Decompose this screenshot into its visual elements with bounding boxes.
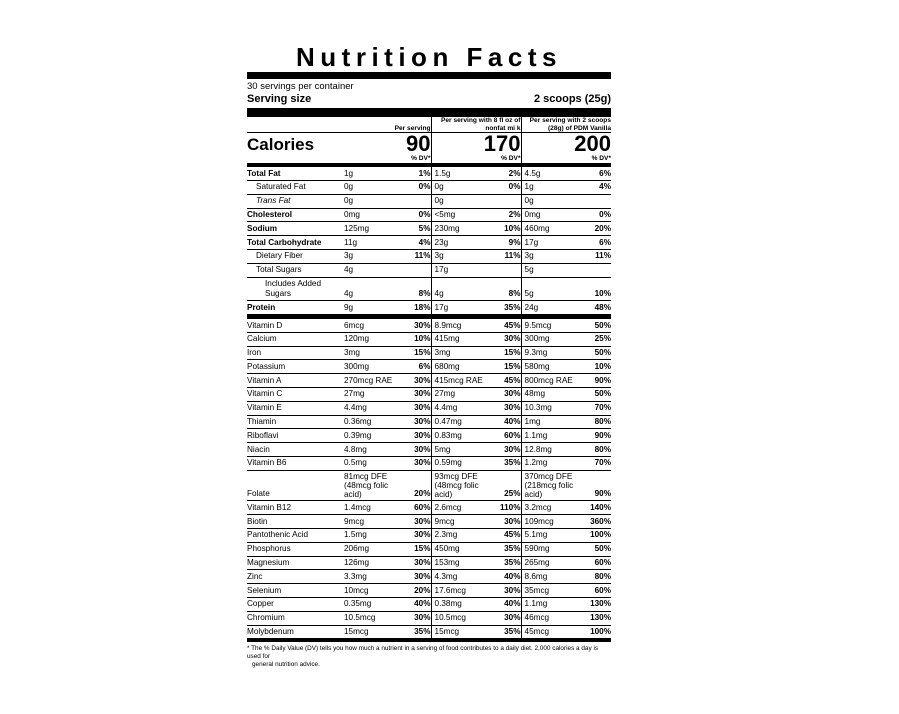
nutrient-name: Sodium bbox=[247, 222, 341, 236]
nutrient-dv-3: 360% bbox=[587, 515, 611, 529]
daily-value-header-row bbox=[247, 155, 611, 165]
nutrient-value-3: 3.2mcg bbox=[521, 501, 587, 515]
nutrient-dv-2: 45% bbox=[497, 317, 521, 333]
nutrient-dv-3: 130% bbox=[587, 597, 611, 611]
nutrient-value-2: 3g bbox=[431, 249, 497, 263]
nutrient-dv-1: 30% bbox=[407, 529, 431, 543]
nutrient-value-1: 9g bbox=[341, 301, 407, 317]
nutrient-name: Includes Added Sugars bbox=[247, 277, 341, 301]
nutrient-value-2: 0g bbox=[431, 194, 497, 208]
nutrient-value-2: 0.38mg bbox=[431, 597, 497, 611]
nutrient-value-1: 6mcg bbox=[341, 317, 407, 333]
nutrient-dv-3: 60% bbox=[587, 584, 611, 598]
nutrient-dv-1: 30% bbox=[407, 443, 431, 457]
table-row bbox=[247, 346, 611, 360]
nutrient-dv-3: 50% bbox=[587, 388, 611, 402]
nutrient-value-1: 1.5mg bbox=[341, 529, 407, 543]
nutrient-dv-3: 90% bbox=[587, 470, 611, 501]
nutrient-dv-2: 30% bbox=[497, 401, 521, 415]
nutrient-dv-3: 70% bbox=[587, 456, 611, 470]
nutrient-value-3: 45mcg bbox=[521, 625, 587, 638]
nutrient-value-1: 300mg bbox=[341, 360, 407, 374]
nutrient-dv-3: 11% bbox=[587, 249, 611, 263]
table-row bbox=[247, 194, 611, 208]
nutrient-value-1: 11g bbox=[341, 236, 407, 250]
nutrient-dv-3: 100% bbox=[587, 529, 611, 543]
nutrient-dv-2: 30% bbox=[497, 332, 521, 346]
calories-value-3: 200 bbox=[521, 133, 611, 156]
nutrient-name: Vitamin B6 bbox=[247, 456, 341, 470]
nutrient-value-2: <5mg bbox=[431, 208, 497, 222]
nutrient-value-3: 48mg bbox=[521, 388, 587, 402]
nutrient-value-2: 27mg bbox=[431, 388, 497, 402]
nutrient-name: Total Fat bbox=[247, 165, 341, 180]
nutrient-value-3: 1.2mg bbox=[521, 456, 587, 470]
nutrient-value-3: 10.3mg bbox=[521, 401, 587, 415]
nutrient-value-3: 8.6mg bbox=[521, 570, 587, 584]
nutrient-dv-3: 4% bbox=[587, 181, 611, 195]
table-row bbox=[247, 470, 611, 501]
nutrient-value-2: 5mg bbox=[431, 443, 497, 457]
nutrient-dv-3: 80% bbox=[587, 570, 611, 584]
table-row bbox=[247, 374, 611, 388]
nutrient-name: Biotin bbox=[247, 515, 341, 529]
nutrient-dv-2: 60% bbox=[497, 429, 521, 443]
nutrient-dv-3: 50% bbox=[587, 346, 611, 360]
nutrient-dv-1: 8% bbox=[407, 277, 431, 301]
nutrient-value-1: 0g bbox=[341, 194, 407, 208]
nutrient-dv-3 bbox=[587, 263, 611, 277]
nutrient-value-2: 680mg bbox=[431, 360, 497, 374]
nutrient-value-1: 206mg bbox=[341, 542, 407, 556]
table-row bbox=[247, 301, 611, 317]
table-row bbox=[247, 456, 611, 470]
table-row bbox=[247, 625, 611, 638]
nutrient-value-1: 9mcg bbox=[341, 515, 407, 529]
serving-size-row bbox=[247, 93, 611, 117]
nutrient-dv-1: 30% bbox=[407, 401, 431, 415]
table-row bbox=[247, 529, 611, 543]
nutrient-dv-2: 30% bbox=[497, 388, 521, 402]
nutrient-dv-3: 25% bbox=[587, 332, 611, 346]
table-row bbox=[247, 515, 611, 529]
nutrient-dv-3: 0% bbox=[587, 208, 611, 222]
nutrient-value-2: 17g bbox=[431, 301, 497, 317]
nutrient-value-2: 4g bbox=[431, 277, 497, 301]
nutrient-value-2: 415mg bbox=[431, 332, 497, 346]
nutrient-dv-2: 40% bbox=[497, 415, 521, 429]
nutrient-dv-3: 80% bbox=[587, 443, 611, 457]
nutrient-name: Vitamin C bbox=[247, 388, 341, 402]
table-row bbox=[247, 597, 611, 611]
nutrient-value-2: 8.9mcg bbox=[431, 317, 497, 333]
nutrition-facts-panel bbox=[247, 44, 611, 669]
nutrient-dv-2: 40% bbox=[497, 597, 521, 611]
nutrient-value-3: 5g bbox=[521, 263, 587, 277]
nutrient-value-3: 370mcg DFE (218mcg folic acid) bbox=[521, 470, 587, 501]
nutrient-value-1: 3.3mg bbox=[341, 570, 407, 584]
table-row bbox=[247, 222, 611, 236]
nutrient-dv-2: 25% bbox=[497, 470, 521, 501]
nutrient-value-3: 1.1mg bbox=[521, 597, 587, 611]
nutrient-dv-2: 40% bbox=[497, 570, 521, 584]
nutrient-dv-1: 30% bbox=[407, 374, 431, 388]
nutrient-name: Vitamin D bbox=[247, 317, 341, 333]
nutrient-value-3: 9.3mg bbox=[521, 346, 587, 360]
nutrient-name: Total Sugars bbox=[247, 263, 341, 277]
table-row bbox=[247, 401, 611, 415]
footnote-line-2: general nutrition advice. bbox=[252, 661, 320, 669]
nutrient-value-2: 15mcg bbox=[431, 625, 497, 638]
nutrient-dv-1: 20% bbox=[407, 470, 431, 501]
table-row bbox=[247, 443, 611, 457]
nutrient-dv-1: 60% bbox=[407, 501, 431, 515]
nutrient-value-2: 23g bbox=[431, 236, 497, 250]
table-row bbox=[247, 181, 611, 195]
calories-value-1: 90 bbox=[341, 133, 431, 156]
nutrient-dv-3: 80% bbox=[587, 415, 611, 429]
nutrient-dv-1: 10% bbox=[407, 332, 431, 346]
nutrient-dv-2: 45% bbox=[497, 374, 521, 388]
nutrient-dv-2: 0% bbox=[497, 181, 521, 195]
nutrient-value-1: 3mg bbox=[341, 346, 407, 360]
calories-value-2: 170 bbox=[431, 133, 521, 156]
nutrient-name: Calcium bbox=[247, 332, 341, 346]
table-row bbox=[247, 165, 611, 180]
nutrient-value-2: 0g bbox=[431, 181, 497, 195]
nutrient-dv-3: 90% bbox=[587, 374, 611, 388]
nutrient-value-1: 3g bbox=[341, 249, 407, 263]
table-row bbox=[247, 360, 611, 374]
nutrient-dv-2 bbox=[497, 263, 521, 277]
nutrient-name: Folate bbox=[247, 470, 341, 501]
nutrient-value-1: 15mcg bbox=[341, 625, 407, 638]
nutrient-value-2: 9mcg bbox=[431, 515, 497, 529]
nutrient-value-3: 265mg bbox=[521, 556, 587, 570]
nutrient-dv-2: 35% bbox=[497, 556, 521, 570]
nutrient-dv-2: 35% bbox=[497, 542, 521, 556]
nutrient-name: Total Carbohydrate bbox=[247, 236, 341, 250]
calories-row bbox=[247, 133, 611, 156]
table-row bbox=[247, 611, 611, 625]
nutrient-value-3: 12.8mg bbox=[521, 443, 587, 457]
table-row bbox=[247, 332, 611, 346]
table-row bbox=[247, 317, 611, 333]
nutrient-dv-3: 100% bbox=[587, 625, 611, 638]
nutrient-dv-1: 15% bbox=[407, 346, 431, 360]
nutrient-name: Saturated Fat bbox=[247, 181, 341, 195]
nutrient-value-1: 0.35mg bbox=[341, 597, 407, 611]
nutrient-value-1: 81mcg DFE (48mcg folic acid) bbox=[341, 470, 407, 501]
serving-size-value: 2 scoops (25g) bbox=[533, 93, 611, 106]
nutrient-value-1: 0g bbox=[341, 181, 407, 195]
nutrient-value-3: 800mcg RAE bbox=[521, 374, 587, 388]
nutrient-name bbox=[247, 194, 341, 208]
nutrient-dv-2: 110% bbox=[497, 501, 521, 515]
nutrient-name-italic: Trans Fat bbox=[256, 196, 291, 206]
servings-per-container: 30 servings per container bbox=[247, 81, 354, 93]
nutrient-name: Magnesium bbox=[247, 556, 341, 570]
nutrient-dv-1: 1% bbox=[407, 165, 431, 180]
nutrient-value-1: 1g bbox=[341, 165, 407, 180]
column-header-3: Per serving with 2 scoops (28g) of PDM Vanilla bbox=[521, 117, 611, 133]
dv-header-spacer bbox=[247, 155, 341, 165]
nutrient-value-3: 4.5g bbox=[521, 165, 587, 180]
nutrient-dv-3: 6% bbox=[587, 236, 611, 250]
nutrient-dv-1: 0% bbox=[407, 181, 431, 195]
nutrient-dv-2: 30% bbox=[497, 443, 521, 457]
nutrient-dv-2: 30% bbox=[497, 584, 521, 598]
nutrient-value-3: 3g bbox=[521, 249, 587, 263]
nutrient-dv-3: 10% bbox=[587, 277, 611, 301]
nutrient-value-2: 153mg bbox=[431, 556, 497, 570]
nutrient-dv-2: 8% bbox=[497, 277, 521, 301]
nutrient-dv-3: 20% bbox=[587, 222, 611, 236]
nutrient-value-3: 0g bbox=[521, 194, 587, 208]
nutrient-value-2: 3mg bbox=[431, 346, 497, 360]
nutrient-dv-1 bbox=[407, 194, 431, 208]
nutrient-value-2: 0.59mg bbox=[431, 456, 497, 470]
nutrient-dv-1: 30% bbox=[407, 429, 431, 443]
nutrient-value-2: 4.4mg bbox=[431, 401, 497, 415]
nutrient-value-3: 109mcg bbox=[521, 515, 587, 529]
nutrient-dv-1: 30% bbox=[407, 317, 431, 333]
nutrient-dv-1: 30% bbox=[407, 570, 431, 584]
nutrient-rows bbox=[247, 165, 611, 638]
table-row bbox=[247, 429, 611, 443]
nutrient-dv-2: 2% bbox=[497, 208, 521, 222]
nutrient-value-3: 35mcg bbox=[521, 584, 587, 598]
nutrient-dv-2: 30% bbox=[497, 611, 521, 625]
table-row bbox=[247, 542, 611, 556]
nutrient-dv-3: 70% bbox=[587, 401, 611, 415]
nutrient-value-3: 460mg bbox=[521, 222, 587, 236]
table-row bbox=[247, 415, 611, 429]
nutrient-name: Dietary Fiber bbox=[247, 249, 341, 263]
nutrient-dv-2: 10% bbox=[497, 222, 521, 236]
nutrient-dv-2: 15% bbox=[497, 360, 521, 374]
nutrient-value-3: 46mcg bbox=[521, 611, 587, 625]
nutrient-value-1: 0.39mg bbox=[341, 429, 407, 443]
table-row bbox=[247, 570, 611, 584]
nutrient-dv-1 bbox=[407, 263, 431, 277]
nutrient-dv-1: 35% bbox=[407, 625, 431, 638]
nutrient-value-1: 27mg bbox=[341, 388, 407, 402]
nutrient-dv-1: 6% bbox=[407, 360, 431, 374]
nutrient-dv-2: 35% bbox=[497, 625, 521, 638]
nutrient-dv-1: 30% bbox=[407, 388, 431, 402]
nutrient-value-2: 230mg bbox=[431, 222, 497, 236]
nutrient-dv-1: 18% bbox=[407, 301, 431, 317]
nutrient-dv-2: 45% bbox=[497, 529, 521, 543]
nutrient-dv-1: 0% bbox=[407, 208, 431, 222]
nutrient-value-1: 270mcg RAE bbox=[341, 374, 407, 388]
column-header-2: Per serving with 8 fl oz of nonfat mi k bbox=[431, 117, 521, 133]
nutrient-name: Pantothenic Acid bbox=[247, 529, 341, 543]
nutrient-value-1: 126mg bbox=[341, 556, 407, 570]
nutrient-dv-2: 30% bbox=[497, 515, 521, 529]
nutrient-value-3: 9.5mcg bbox=[521, 317, 587, 333]
nutrient-name: Thiamin bbox=[247, 415, 341, 429]
nutrient-name: Iron bbox=[247, 346, 341, 360]
nutrient-name: Zinc bbox=[247, 570, 341, 584]
nutrition-table bbox=[247, 117, 611, 638]
nutrient-name: Vitamin E bbox=[247, 401, 341, 415]
nutrient-dv-3: 140% bbox=[587, 501, 611, 515]
nutrient-value-2: 17.6mcg bbox=[431, 584, 497, 598]
nutrient-name: Potassium bbox=[247, 360, 341, 374]
nutrient-value-3: 300mg bbox=[521, 332, 587, 346]
footnote bbox=[247, 638, 611, 669]
nutrient-dv-2: 15% bbox=[497, 346, 521, 360]
nutrient-dv-3: 48% bbox=[587, 301, 611, 317]
nutrient-value-2: 17g bbox=[431, 263, 497, 277]
nutrient-dv-2: 35% bbox=[497, 301, 521, 317]
nutrient-dv-3: 10% bbox=[587, 360, 611, 374]
nutrient-name: Vitamin A bbox=[247, 374, 341, 388]
nutrient-value-3: 17g bbox=[521, 236, 587, 250]
table-row bbox=[247, 249, 611, 263]
dv-header-1: % DV* bbox=[341, 155, 431, 165]
table-row bbox=[247, 208, 611, 222]
nutrient-value-2: 93mcg DFE (48mcg folic acid) bbox=[431, 470, 497, 501]
nutrient-name: Chromium bbox=[247, 611, 341, 625]
nutrient-name: Niacin bbox=[247, 443, 341, 457]
nutrient-dv-2: 2% bbox=[497, 165, 521, 180]
column-header-1: Per serving bbox=[394, 124, 431, 132]
nutrient-dv-1: 30% bbox=[407, 415, 431, 429]
nutrient-value-3: 590mg bbox=[521, 542, 587, 556]
nutrient-value-2: 2.6mcg bbox=[431, 501, 497, 515]
nutrient-name: Molybdenum bbox=[247, 625, 341, 638]
nutrient-dv-1: 20% bbox=[407, 584, 431, 598]
nutrient-value-3: 1g bbox=[521, 181, 587, 195]
nutrient-value-1: 10mcg bbox=[341, 584, 407, 598]
nutrient-dv-2: 11% bbox=[497, 249, 521, 263]
nutrient-value-3: 1.1mg bbox=[521, 429, 587, 443]
table-row bbox=[247, 556, 611, 570]
nutrient-dv-1: 30% bbox=[407, 456, 431, 470]
nutrient-value-2: 2.3mg bbox=[431, 529, 497, 543]
table-row bbox=[247, 236, 611, 250]
nutrient-value-2: 415mcg RAE bbox=[431, 374, 497, 388]
table-row bbox=[247, 501, 611, 515]
nutrient-value-3: 5g bbox=[521, 277, 587, 301]
nutrient-value-3: 5.1mg bbox=[521, 529, 587, 543]
nutrient-name: Cholesterol bbox=[247, 208, 341, 222]
table-row bbox=[247, 263, 611, 277]
nutrient-dv-3: 6% bbox=[587, 165, 611, 180]
nutrient-dv-1: 30% bbox=[407, 515, 431, 529]
nutrient-value-1: 4.4mg bbox=[341, 401, 407, 415]
nutrient-value-2: 1.5g bbox=[431, 165, 497, 180]
table-row bbox=[247, 388, 611, 402]
nutrient-dv-2: 35% bbox=[497, 456, 521, 470]
nutrient-dv-3: 50% bbox=[587, 317, 611, 333]
nutrient-dv-1: 30% bbox=[407, 556, 431, 570]
nutrient-value-1: 0mg bbox=[341, 208, 407, 222]
nutrient-value-2: 4.3mg bbox=[431, 570, 497, 584]
nutrient-value-3: 24g bbox=[521, 301, 587, 317]
nutrient-value-1: 4g bbox=[341, 263, 407, 277]
nutrient-dv-1: 30% bbox=[407, 611, 431, 625]
nutrient-dv-1: 15% bbox=[407, 542, 431, 556]
nutrient-name: Vitamin B12 bbox=[247, 501, 341, 515]
dv-header-2: % DV* bbox=[431, 155, 521, 165]
serving-size-label: Serving size bbox=[247, 93, 312, 106]
nutrient-value-1: 4.8mg bbox=[341, 443, 407, 457]
table-row bbox=[247, 277, 611, 301]
nutrient-dv-1: 4% bbox=[407, 236, 431, 250]
nutrient-name: Selenium bbox=[247, 584, 341, 598]
nutrient-value-1: 0.5mg bbox=[341, 456, 407, 470]
nutrient-value-2: 0.47mg bbox=[431, 415, 497, 429]
nutrient-value-3: 1mg bbox=[521, 415, 587, 429]
nutrient-value-1: 120mg bbox=[341, 332, 407, 346]
nutrient-dv-1: 40% bbox=[407, 597, 431, 611]
nutrient-name: Protein bbox=[247, 301, 341, 317]
column-header-spacer bbox=[247, 117, 341, 133]
dv-header-3: % DV* bbox=[521, 155, 611, 165]
nutrient-value-3: 580mg bbox=[521, 360, 587, 374]
nutrient-dv-3: 90% bbox=[587, 429, 611, 443]
nutrient-value-1: 0.36mg bbox=[341, 415, 407, 429]
nutrient-name: Riboflavi bbox=[247, 429, 341, 443]
nutrient-value-1: 4g bbox=[341, 277, 407, 301]
calories-label: Calories bbox=[247, 133, 341, 156]
table-row bbox=[247, 584, 611, 598]
nutrient-value-1: 1.4mcg bbox=[341, 501, 407, 515]
nutrient-dv-3: 130% bbox=[587, 611, 611, 625]
nutrient-name: Phosphorus bbox=[247, 542, 341, 556]
page-title: Nutrition Facts bbox=[247, 44, 611, 79]
nutrient-value-3: 0mg bbox=[521, 208, 587, 222]
nutrient-dv-1: 11% bbox=[407, 249, 431, 263]
footnote-line-1: * The % Daily Value (DV) tells you how much a nutrient in a serving of food contributes to a daily diet. 2,000 calories a day is used for bbox=[247, 645, 599, 661]
nutrient-dv-2 bbox=[497, 194, 521, 208]
nutrient-value-2: 10.5mcg bbox=[431, 611, 497, 625]
nutrient-value-2: 450mg bbox=[431, 542, 497, 556]
nutrient-value-1: 10.5mcg bbox=[341, 611, 407, 625]
nutrient-value-1: 125mg bbox=[341, 222, 407, 236]
nutrient-dv-3: 50% bbox=[587, 542, 611, 556]
nutrient-dv-3: 60% bbox=[587, 556, 611, 570]
nutrient-value-2: 0.83mg bbox=[431, 429, 497, 443]
nutrient-dv-1: 5% bbox=[407, 222, 431, 236]
nutrient-dv-3 bbox=[587, 194, 611, 208]
nutrient-dv-2: 9% bbox=[497, 236, 521, 250]
nutrient-name: Copper bbox=[247, 597, 341, 611]
